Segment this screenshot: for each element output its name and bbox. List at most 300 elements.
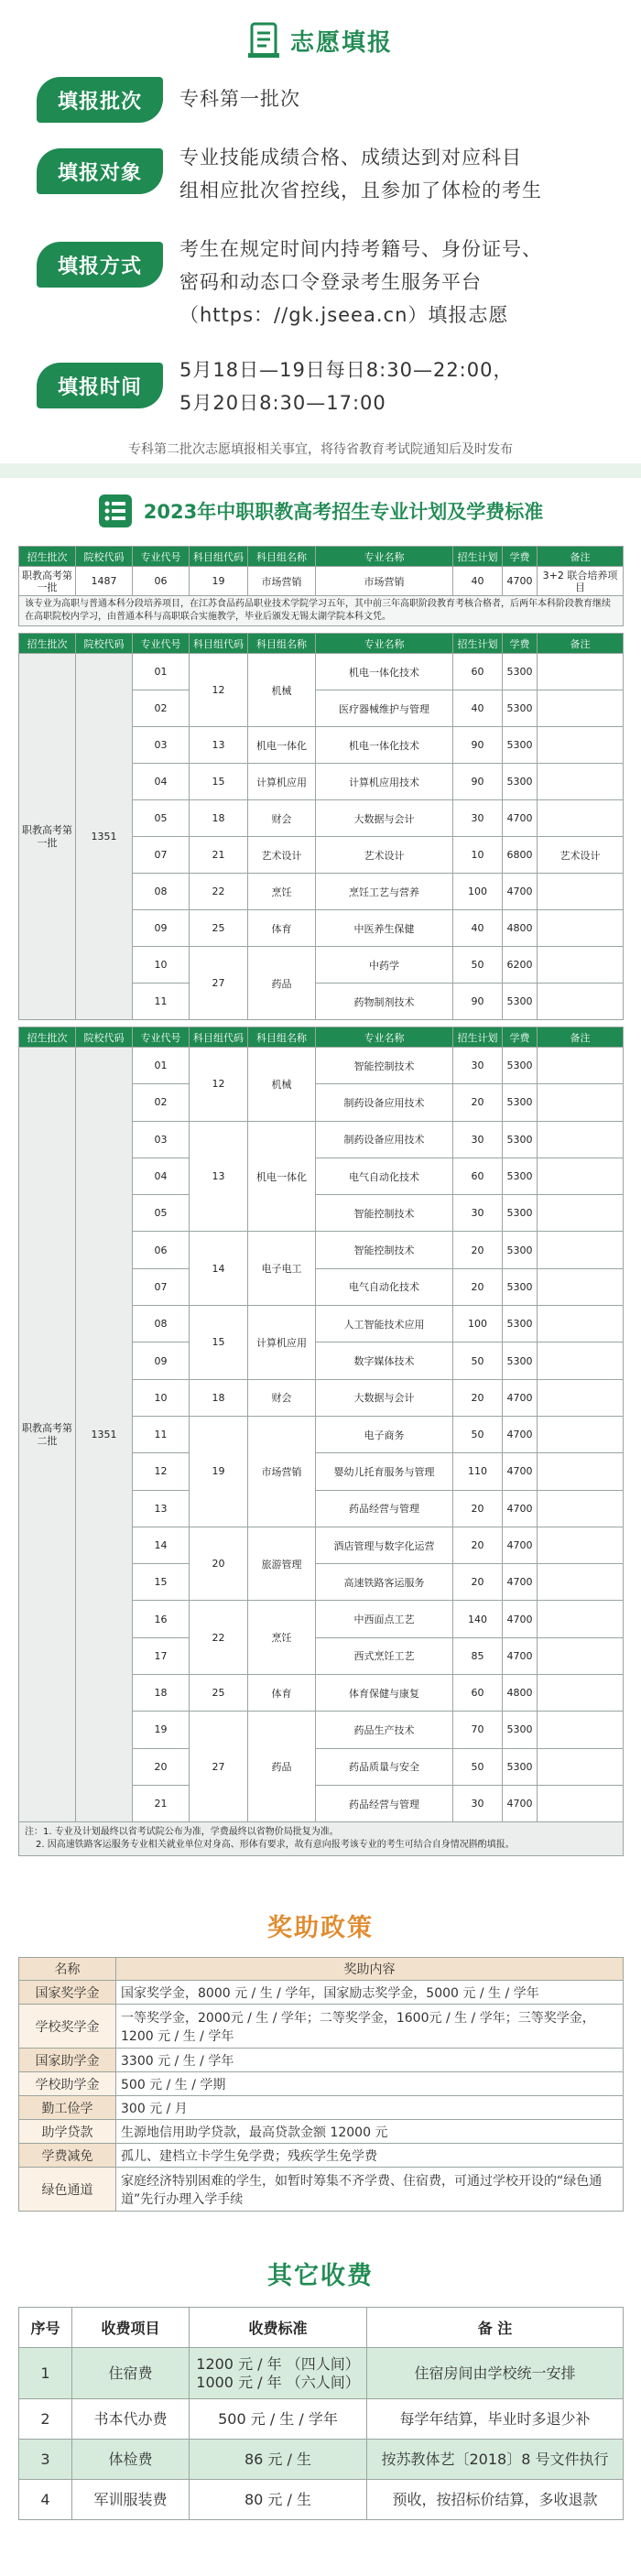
plan-tuition: 5300 <box>503 1268 538 1305</box>
fees-cell <box>19 2440 72 2480</box>
fees-header: 收费项目 <box>72 2308 190 2348</box>
plan-major-code: 18 <box>133 1675 190 1712</box>
plan-remark <box>538 727 624 764</box>
plan-major-name: 中西面点工艺 <box>316 1601 453 1637</box>
plan-header-row <box>19 1027 624 1048</box>
plan-header-cell: 备注 <box>538 634 624 654</box>
plan-remark <box>538 800 624 837</box>
plan-major-name: 机电一体化技术 <box>316 727 453 764</box>
award-name: 学校奖学金 <box>19 2005 116 2049</box>
plan-header-cell: 科目组代码 <box>190 1027 248 1048</box>
plan-header-cell: 招生批次 <box>19 634 76 654</box>
fees-cell <box>367 2348 624 2399</box>
fees-cell-line: 每学年结算，毕业时多退少补 <box>399 2409 591 2428</box>
award-row <box>19 1981 624 2005</box>
plan-quota: 20 <box>453 1232 503 1268</box>
plan-remark <box>538 1675 624 1712</box>
plan-major-name: 医疗器械维护与管理 <box>316 690 453 727</box>
plan-major-name: 中药学 <box>316 947 453 984</box>
plan-tuition: 4700 <box>503 1601 538 1637</box>
plan-major-code: 09 <box>133 910 190 947</box>
plan-quota: 30 <box>453 1121 503 1158</box>
plan-table <box>18 546 624 1856</box>
info-line: 组相应批次省控线，且参加了体检的考生 <box>179 179 542 201</box>
plan-remark <box>538 1268 624 1305</box>
plan-major-code: 10 <box>133 947 190 984</box>
info-label: 填报批次 <box>37 77 163 123</box>
plan-header-cell: 专业代号 <box>133 1027 190 1048</box>
plan-subject-name: 电子电工 <box>248 1232 316 1306</box>
award-content: 生源地信用助学贷款，最高贷款金额 12000 元 <box>116 2120 624 2144</box>
plan-header-cell: 院校代码 <box>76 1027 133 1048</box>
plan-major-code: 03 <box>133 727 190 764</box>
plan-subject-code: 27 <box>190 947 248 1020</box>
plan-quota: 40 <box>453 690 503 727</box>
plan-tuition: 5300 <box>503 1084 538 1121</box>
plan-quota: 60 <box>453 654 503 690</box>
plan-major-name: 制药设备应用技术 <box>316 1121 453 1158</box>
plan-tuition: 5300 <box>503 1342 538 1379</box>
plan-remark <box>538 947 624 984</box>
plan-header-cell: 科目组名称 <box>248 634 316 654</box>
plan-major-code: 04 <box>133 1158 190 1194</box>
plan-quota: 20 <box>453 1564 503 1601</box>
plan-quota: 110 <box>453 1453 503 1490</box>
info-line: 密码和动态口令登录考生服务平台 <box>179 271 482 293</box>
plan-major-code: 05 <box>133 1195 190 1232</box>
plan-major-name: 智能控制技术 <box>316 1195 453 1232</box>
award-header-name: 名称 <box>19 1958 116 1981</box>
info-row-time <box>37 353 623 432</box>
plan-major-name: 计算机应用技术 <box>316 764 453 800</box>
info-line: 专科第一批次 <box>179 88 300 110</box>
plan-tuition: 5300 <box>503 984 538 1020</box>
plan-notes-cell <box>19 1822 624 1856</box>
plan-tuition: 5300 <box>503 1048 538 1084</box>
plan-subject-code: 19 <box>190 1416 248 1527</box>
fees-cell-line: 军训服装费 <box>93 2490 168 2508</box>
award-name: 国家奖学金 <box>19 1981 116 2005</box>
plan-cell: 19 <box>190 567 248 596</box>
plan-subject-name: 计算机应用 <box>248 1306 316 1380</box>
award-content: 一等奖学金，2000元 / 生 / 学年；二等奖学金，1600元 / 生 / 学年；三等奖学金，1200 元 / 生 / 学年 <box>116 2005 624 2049</box>
plan-quota: 100 <box>453 1306 503 1342</box>
plan-cell: 市场营销 <box>248 567 316 596</box>
plan-remark <box>538 1121 624 1158</box>
plan-subject-code: 20 <box>190 1527 248 1601</box>
plan-header-cell: 招生批次 <box>19 1027 76 1048</box>
fees-cell-line: 500 元 / 生 / 学年 <box>218 2409 338 2428</box>
plan-subject-code: 15 <box>190 1306 248 1380</box>
plan-quota: 40 <box>453 910 503 947</box>
award-title: 奖助政策 <box>267 1914 374 1943</box>
plan-subject-code: 18 <box>190 1379 248 1416</box>
plan-tuition: 6800 <box>503 837 538 874</box>
fees-cell <box>19 2348 72 2399</box>
plan-header-cell: 备注 <box>538 547 624 567</box>
fees-row <box>19 2399 624 2440</box>
plan-row <box>19 1048 624 1084</box>
plan-tuition: 4700 <box>503 1453 538 1490</box>
plan-tuition: 5300 <box>503 1306 538 1342</box>
plan-remark <box>538 984 624 1020</box>
plan-description-text: 该专业为高职与普通本科分段培养项目，在江苏食品药品职业技术学院学习五年，其中前三年高职阶段教育考核合格者，后两年本科阶段教育继续在高职院校内学习，由普通本科与高职联合实施教学，毕业后颁发无锡太湖学院本科文凭。 <box>19 596 624 626</box>
plan-remark <box>538 1564 624 1601</box>
info-label: 填报方式 <box>37 242 163 288</box>
plan-subject-name: 机械 <box>248 1048 316 1122</box>
fees-cell <box>72 2480 190 2520</box>
plan-tuition: 5300 <box>503 690 538 727</box>
award-content: 孤儿、建档立卡学生免学费；残疾学生免学费 <box>116 2144 624 2168</box>
plan-remark <box>538 1490 624 1527</box>
plan-header-row <box>19 547 624 567</box>
plan-subject-code: 22 <box>190 874 248 910</box>
plan-subject-name: 机电一体化 <box>248 1121 316 1232</box>
plan-remark <box>538 690 624 727</box>
fees-cell <box>19 2399 72 2440</box>
plan-subject-name: 机械 <box>248 654 316 727</box>
plan-major-name: 机电一体化技术 <box>316 654 453 690</box>
plan-remark <box>538 1527 624 1563</box>
info-line: 考生在规定时间内持考籍号、身份证号、 <box>179 238 542 260</box>
plan-remark <box>538 1306 624 1342</box>
plan-remark <box>538 1342 624 1379</box>
plan-gap <box>19 626 624 634</box>
plan-subject-name: 药品 <box>248 1712 316 1822</box>
plan-header-row <box>19 634 624 654</box>
plan-cell: 06 <box>133 567 190 596</box>
plan-quota: 30 <box>453 1048 503 1084</box>
plan-major-name: 药物制剂技术 <box>316 984 453 1020</box>
plan-major-name: 烹饪工艺与营养 <box>316 874 453 910</box>
plan-tuition: 4700 <box>503 1379 538 1416</box>
fees-cell <box>190 2348 367 2399</box>
fees-cell-line: 3 <box>40 2450 50 2468</box>
plan-major-name: 药品生产技术 <box>316 1712 453 1748</box>
plan-major-name: 药品经营与管理 <box>316 1490 453 1527</box>
fees-cell-line: 1000 元 / 年 （六人间） <box>196 2373 360 2391</box>
plan-major-code: 03 <box>133 1121 190 1158</box>
plan-quota: 90 <box>453 727 503 764</box>
award-content: 家庭经济特别困难的学生，如暂时筹集不齐学费、住宿费，可通过学校开设的“绿色通道”先行办理入学手续 <box>116 2168 624 2212</box>
plan-quota: 20 <box>453 1268 503 1305</box>
plan-major-name: 中医养生保健 <box>316 910 453 947</box>
plan-tuition: 5300 <box>503 764 538 800</box>
plan-remark <box>538 1601 624 1637</box>
plan-subject-name: 旅游管理 <box>248 1527 316 1601</box>
plan-remark: 艺术设计 <box>538 837 624 874</box>
plan-quota: 30 <box>453 1785 503 1821</box>
fees-title: 其它收费 <box>267 2262 374 2291</box>
plan-header-cell: 招生批次 <box>19 547 76 567</box>
award-name: 勤工俭学 <box>19 2096 116 2120</box>
plan-major-code: 10 <box>133 1379 190 1416</box>
plan-remark <box>538 1379 624 1416</box>
plan-tuition: 5300 <box>503 654 538 690</box>
plan-major-name: 体育保健与康复 <box>316 1675 453 1712</box>
plan-quota: 60 <box>453 1158 503 1194</box>
fees-cell-line: 住宿房间由学校统一安排 <box>414 2364 576 2382</box>
plan-major-name: 婴幼儿托育服务与管理 <box>316 1453 453 1490</box>
info-line: 5月20日8:30—17:00 <box>179 392 386 414</box>
plan-quota: 10 <box>453 837 503 874</box>
plan-quota: 50 <box>453 1748 503 1785</box>
plan-header-cell: 学费 <box>503 547 538 567</box>
batch2-note: 专科第二批次志愿填报相关事宜，将待省教育考试院通知后及时发布 <box>128 442 513 457</box>
plan-quota: 85 <box>453 1637 503 1674</box>
plan-subject-code: 21 <box>190 837 248 874</box>
plan-quota: 90 <box>453 984 503 1020</box>
award-row <box>19 2168 624 2212</box>
info-row-batch <box>37 75 623 126</box>
fees-cell <box>19 2480 72 2520</box>
plan-cell: 1487 <box>76 567 133 596</box>
plan-header-cell: 科目组名称 <box>248 1027 316 1048</box>
award-table <box>18 1957 624 2212</box>
plan-subject-name: 体育 <box>248 1675 316 1712</box>
plan-remark <box>538 1195 624 1232</box>
fees-table <box>18 2307 624 2520</box>
plan-major-code: 06 <box>133 1232 190 1268</box>
section-title: 志愿填报 <box>289 28 393 57</box>
plan-quota: 20 <box>453 1379 503 1416</box>
plan-remark <box>538 874 624 910</box>
page <box>0 13 641 2576</box>
plan-tuition: 5300 <box>503 1232 538 1268</box>
plan-note-line: 2. 因高速铁路客运服务专业相关就业单位对身高、形体有要求，故有意向报考该专业的考生可结合自身情况斟酌填报。 <box>36 1840 515 1851</box>
award-row <box>19 2049 624 2072</box>
fees-cell <box>190 2399 367 2440</box>
plan-header-cell: 专业代号 <box>133 547 190 567</box>
plan-header-cell: 专业代号 <box>133 634 190 654</box>
info-label: 填报时间 <box>37 363 163 408</box>
plan-subject-code: 12 <box>190 1048 248 1122</box>
plan-major-name: 艺术设计 <box>316 837 453 874</box>
fees-cell <box>190 2440 367 2480</box>
plan-remark <box>538 910 624 947</box>
plan-header-cell: 招生计划 <box>453 634 503 654</box>
award-content: 3300 元 / 生 / 学年 <box>116 2049 624 2072</box>
plan-note-line: 注：1. 专业及计划最终以省考试院公布为准，学费最终以省物价局批复为准。 <box>25 1827 339 1838</box>
plan-major-code: 08 <box>133 1306 190 1342</box>
list-icon <box>98 494 133 528</box>
fees-cell-line: 1200 元 / 年 （四人间） <box>196 2354 360 2373</box>
plan-major-name: 智能控制技术 <box>316 1232 453 1268</box>
plan-gap <box>19 1020 624 1027</box>
plan-subject-name: 财会 <box>248 800 316 837</box>
fees-cell <box>190 2480 367 2520</box>
award-name: 国家助学金 <box>19 2049 116 2072</box>
plan-remark <box>538 1785 624 1821</box>
plan-subject-name: 计算机应用 <box>248 764 316 800</box>
plan-subject-name: 烹饪 <box>248 1601 316 1675</box>
plan-major-name: 电气自动化技术 <box>316 1158 453 1194</box>
plan-subject-name: 市场营销 <box>248 1416 316 1527</box>
plan-major-name: 大数据与会计 <box>316 1379 453 1416</box>
award-row <box>19 2120 624 2144</box>
fees-cell-line: 书本代办费 <box>93 2409 168 2428</box>
plan-major-code: 02 <box>133 690 190 727</box>
plan-major-code: 07 <box>133 837 190 874</box>
plan-cell: 4700 <box>503 567 538 596</box>
plan-tuition: 4700 <box>503 1416 538 1452</box>
plan-header-cell: 科目组代码 <box>190 634 248 654</box>
plan-header-cell: 院校代码 <box>76 547 133 567</box>
plan-major-name: 电气自动化技术 <box>316 1268 453 1305</box>
plan-header-cell: 学费 <box>503 634 538 654</box>
plan-major-name: 西式烹饪工艺 <box>316 1637 453 1674</box>
plan-row <box>19 654 624 690</box>
award-row <box>19 2144 624 2168</box>
plan-major-code: 16 <box>133 1601 190 1637</box>
plan-major-code: 08 <box>133 874 190 910</box>
plan-header-cell: 院校代码 <box>76 634 133 654</box>
plan-quota: 90 <box>453 764 503 800</box>
plan-tuition: 6200 <box>503 947 538 984</box>
plan-header-cell: 专业名称 <box>316 634 453 654</box>
plan-tuition: 4800 <box>503 1675 538 1712</box>
divider-band <box>0 463 641 478</box>
plan-major-name: 酒店管理与数字化运营 <box>316 1527 453 1563</box>
plan-remark <box>538 1048 624 1084</box>
plan-batch-cell: 职教高考第二批 <box>19 1048 76 1822</box>
section-header <box>0 13 641 68</box>
plan-major-code: 07 <box>133 1268 190 1305</box>
plan-major-code: 19 <box>133 1712 190 1748</box>
info-text <box>179 233 542 332</box>
plan-major-code: 12 <box>133 1453 190 1490</box>
fees-cell-line: 预收，按招标价结算，多收退款 <box>392 2490 598 2508</box>
plan-header-cell: 专业名称 <box>316 1027 453 1048</box>
plan-header-cell: 招生计划 <box>453 547 503 567</box>
plan-major-code: 21 <box>133 1785 190 1821</box>
info-line: （https：//gk.jseea.cn）填报志愿 <box>179 304 509 326</box>
plan-remark <box>538 654 624 690</box>
plan-subject-code: 15 <box>190 764 248 800</box>
plan-subject-code: 13 <box>190 727 248 764</box>
info-line: 5月18日—19日每日8:30—22:00， <box>179 359 514 381</box>
fees-cell <box>367 2480 624 2520</box>
plan-quota: 60 <box>453 1675 503 1712</box>
plan-remark <box>538 1158 624 1194</box>
fees-cell-line: 86 元 / 生 <box>244 2450 311 2468</box>
plan-tuition: 4700 <box>503 874 538 910</box>
fees-cell-line: 1 <box>40 2364 50 2382</box>
award-row <box>19 2096 624 2120</box>
fees-cell <box>72 2348 190 2399</box>
plan-tuition: 5300 <box>503 1712 538 1748</box>
info-line: 专业技能成绩合格、成绩达到对应科目 <box>179 147 522 168</box>
plan-major-name: 制药设备应用技术 <box>316 1084 453 1121</box>
plan-major-code: 13 <box>133 1490 190 1527</box>
plan-tuition: 4800 <box>503 910 538 947</box>
plan-quota: 30 <box>453 1195 503 1232</box>
fees-header: 序号 <box>19 2308 72 2348</box>
award-name: 学校助学金 <box>19 2072 116 2096</box>
fees-cell-line: 体检费 <box>108 2450 153 2468</box>
plan-subject-name: 体育 <box>248 910 316 947</box>
plan-remark <box>538 1084 624 1121</box>
plan-subject-name: 机电一体化 <box>248 727 316 764</box>
award-content: 300 元 / 月 <box>116 2096 624 2120</box>
plan-remark <box>538 1453 624 1490</box>
plan-description <box>19 596 624 626</box>
fees-row <box>19 2480 624 2520</box>
plan-major-code: 11 <box>133 1416 190 1452</box>
plan-title: 2023年中职职教高考招生专业计划及学费标准 <box>143 501 544 523</box>
plan-header-cell: 备注 <box>538 1027 624 1048</box>
plan-subject-code: 22 <box>190 1601 248 1675</box>
plan-tuition: 5300 <box>503 1158 538 1194</box>
plan-remark <box>538 764 624 800</box>
plan-batch-cell: 职教高考第一批 <box>19 654 76 1020</box>
award-content: 500 元 / 生 / 学期 <box>116 2072 624 2096</box>
plan-remark <box>538 1637 624 1674</box>
plan-major-name: 大数据与会计 <box>316 800 453 837</box>
plan-major-code: 15 <box>133 1564 190 1601</box>
plan-header-cell: 科目组名称 <box>248 547 316 567</box>
plan-quota: 140 <box>453 1601 503 1637</box>
award-content: 国家奖学金，8000 元 / 生 / 学年，国家励志奖学金，5000 元 / 生 / 学年 <box>116 1981 624 2005</box>
plan-header-cell: 科目组代码 <box>190 547 248 567</box>
award-name: 学费减免 <box>19 2144 116 2168</box>
plan-school-code: 1351 <box>76 1048 133 1822</box>
plan-major-code: 05 <box>133 800 190 837</box>
plan-subject-code: 18 <box>190 800 248 837</box>
award-name: 绿色通道 <box>19 2168 116 2212</box>
plan-header <box>0 482 641 540</box>
plan-major-name: 智能控制技术 <box>316 1048 453 1084</box>
plan-quota: 20 <box>453 1084 503 1121</box>
plan-quota: 50 <box>453 1416 503 1452</box>
plan-tuition: 4700 <box>503 1564 538 1601</box>
plan-school-code: 1351 <box>76 654 133 1020</box>
plan-major-code: 20 <box>133 1748 190 1785</box>
plan-subject-code: 14 <box>190 1232 248 1306</box>
plan-subject-code: 27 <box>190 1712 248 1822</box>
plan-header-cell: 学费 <box>503 1027 538 1048</box>
fees-row <box>19 2348 624 2399</box>
plan-major-code: 01 <box>133 654 190 690</box>
plan-tuition: 5300 <box>503 727 538 764</box>
plan-quota: 20 <box>453 1490 503 1527</box>
plan-cell: 40 <box>453 567 503 596</box>
info-text <box>179 139 542 207</box>
plan-cell: 市场营销 <box>316 567 453 596</box>
plan-quota: 70 <box>453 1712 503 1748</box>
plan-subject-code: 12 <box>190 654 248 727</box>
plan-quota: 100 <box>453 874 503 910</box>
plan-tuition: 4700 <box>503 1785 538 1821</box>
plan-subject-name: 药品 <box>248 947 316 1020</box>
info-text <box>179 75 300 115</box>
plan-major-name: 电子商务 <box>316 1416 453 1452</box>
award-row <box>19 2072 624 2096</box>
plan-tuition: 5300 <box>503 1121 538 1158</box>
plan-major-name: 人工智能技术应用 <box>316 1306 453 1342</box>
info-label: 填报对象 <box>37 148 163 194</box>
plan-header-cell: 专业名称 <box>316 547 453 567</box>
info-text <box>179 353 513 419</box>
plan-remark <box>538 1416 624 1452</box>
fees-cell-line: 80 元 / 生 <box>244 2490 311 2508</box>
plan-cell: 职教高考第一批 <box>19 567 76 596</box>
plan-subject-name: 财会 <box>248 1379 316 1416</box>
fees-cell-line: 住宿费 <box>108 2364 153 2382</box>
fees-header: 收费标准 <box>190 2308 367 2348</box>
plan-major-name: 高速铁路客运服务 <box>316 1564 453 1601</box>
plan-tuition: 4700 <box>503 800 538 837</box>
